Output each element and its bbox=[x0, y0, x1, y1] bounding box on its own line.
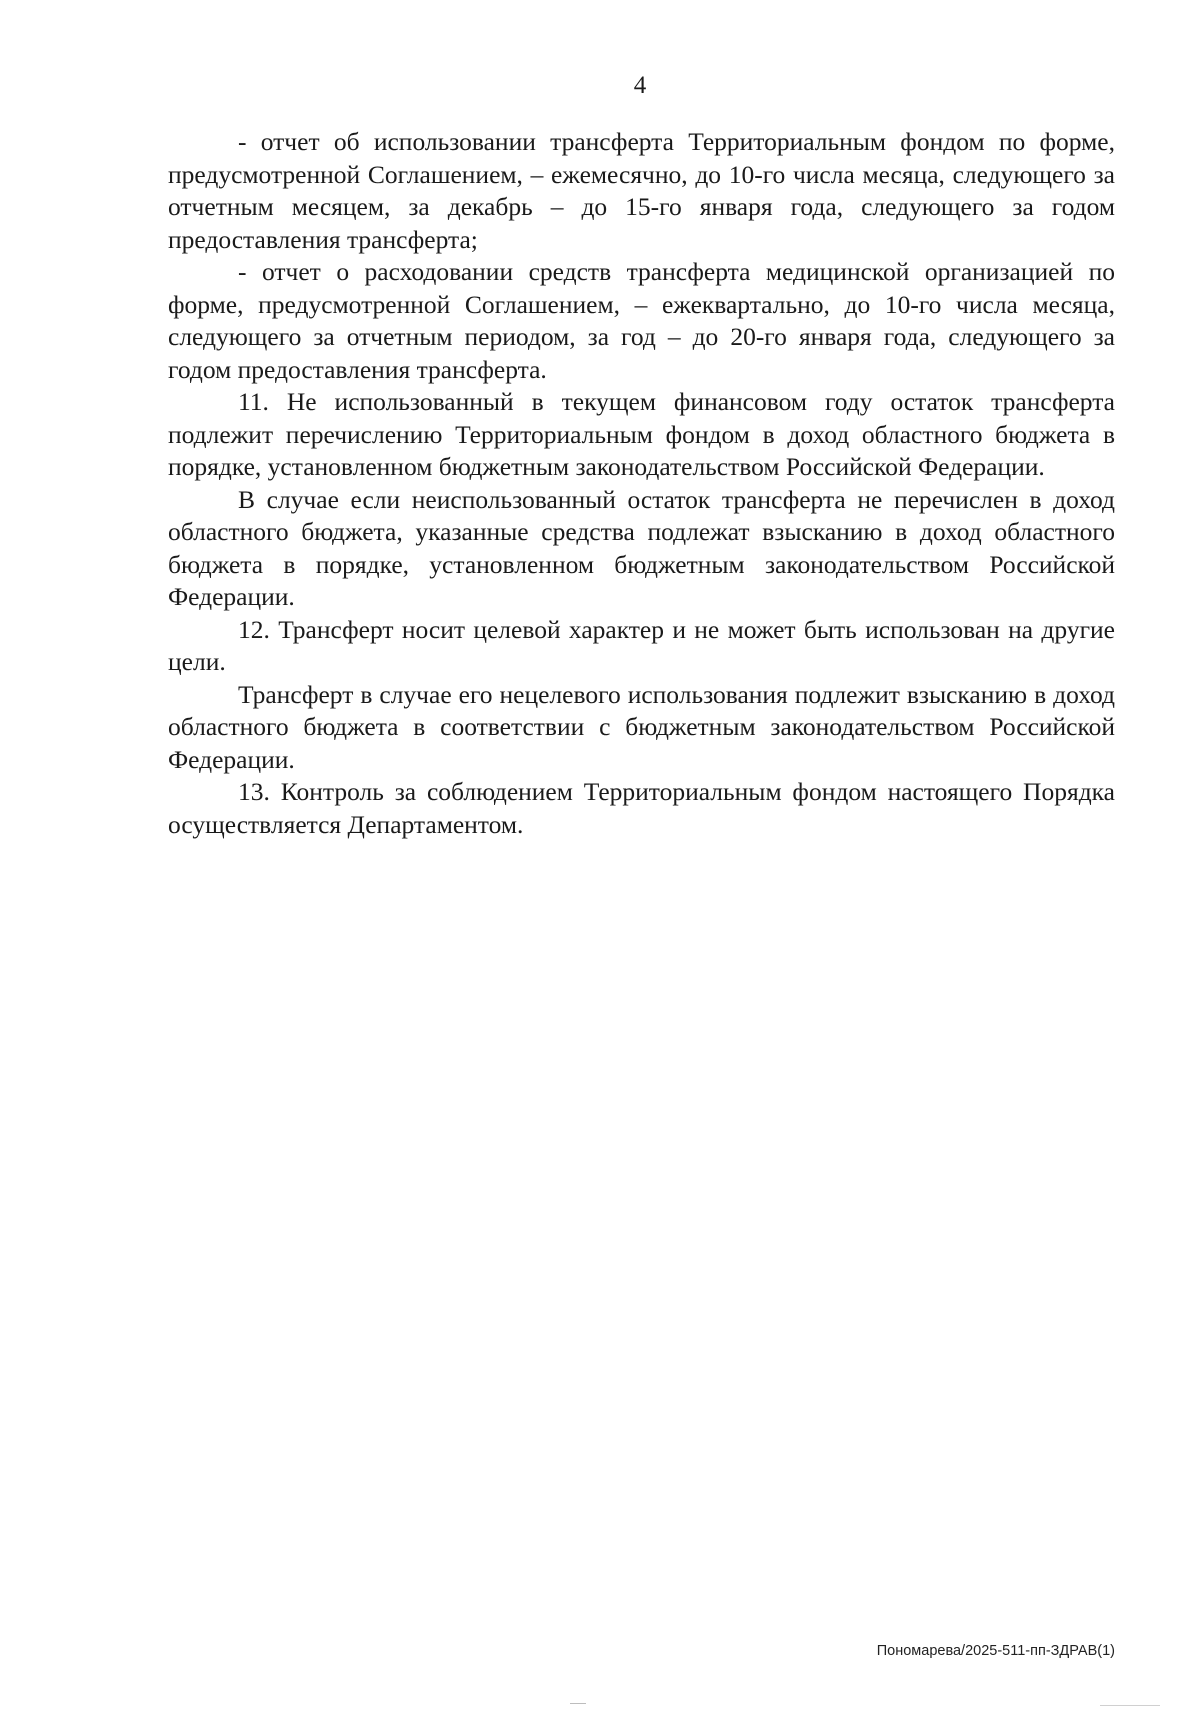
scan-artifact bbox=[570, 1703, 586, 1704]
paragraph-item-13: 13. Контроль за соблюдением Территориальным фондом настоящего Порядка осуществляется Департаментом. bbox=[168, 777, 1115, 839]
scan-artifact bbox=[1100, 1705, 1160, 1706]
paragraph-item-11: 11. Не использованный в текущем финансовом году остаток трансферта подлежит перечислению Территориальным фондом в доход областного бюджета в порядке, установленном бюджетным законодательством Российской Федерации. bbox=[168, 387, 1115, 481]
page-number: 4 bbox=[633, 72, 647, 99]
document-body bbox=[168, 126, 1115, 841]
footer-document-code: Пономарева/2025-511-пп-ЗДРАВ(1) bbox=[876, 1643, 1115, 1659]
paragraph-unreturned-balance: В случае если неиспользованный остаток трансферта не перечислен в доход областного бюджета, указанные средства подлежат взысканию в доход областного бюджета в порядке, установленном бюджетным законодательством Российской Федерации. bbox=[168, 484, 1115, 611]
paragraph-report-expenditure: - отчет о расходовании средств трансферта медицинской организацией по форме, предусмотренной Соглашением, – ежеквартально, до 10-го числа месяца, следующего за отчетным периодом, за год – до 20-го января года, следующего за годом предоставления трансферта. bbox=[168, 257, 1115, 384]
paragraph-misuse-recovery: Трансферт в случае его нецелевого использования подлежит взысканию в доход областного бюджета в соответствии с бюджетным законодательством Российской Федерации. bbox=[168, 679, 1115, 774]
paragraph-report-transfer-use: - отчет об использовании трансферта Территориальным фондом по форме, предусмотренной Соглашением, – ежемесячно, до 10-го числа месяца, следующего за отчетным месяцем, за декабрь – до 15-го января года, следующего за годом предоставления трансферта; bbox=[168, 127, 1115, 254]
paragraph-item-12: 12. Трансферт носит целевой характер и не может быть использован на другие цели. bbox=[168, 614, 1115, 676]
